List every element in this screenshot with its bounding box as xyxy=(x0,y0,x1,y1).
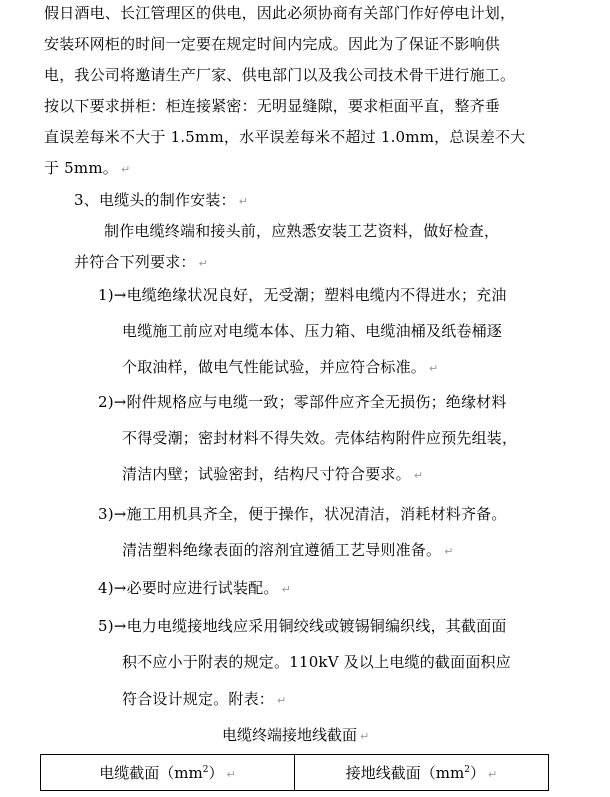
paragraph-line: 安装环网柜的时间一定要在规定时间内完成。因此为了保证不影响供 xyxy=(44,35,501,53)
section-heading: 3、电缆头的制作安装： ↵ xyxy=(74,191,249,209)
list-item-1-cont: 电缆施工前应对电缆本体、压力箱、电缆油桶及纸卷桶逐 xyxy=(122,322,503,340)
paragraph-mark: ↵ xyxy=(281,583,291,596)
paragraph-mark: ↵ xyxy=(198,257,209,270)
list-item-1: 1)→电缆绝缘状况良好，无受潮；塑料电缆内不得进水；充油 xyxy=(98,286,507,304)
list-item-5-cont: 符合设计规定。附表： ↵ xyxy=(122,690,287,708)
list-item-2: 2)→附件规格应与电缆一致；零部件应齐全无损伤；绝缘材料 xyxy=(98,393,507,411)
header-cable-section: 电缆截面$(mm^2)$ ↵ xyxy=(41,755,295,791)
list-item-3: 3)→施工用机具齐全，便于操作，状况清洁，消耗材料齐备。 xyxy=(98,505,507,523)
paragraph-line: 于 5mm。 ↵ xyxy=(44,159,131,177)
paragraph-line: 电，我公司将邀请生产厂家、供电部门以及我公司技术骨干进行施工。 xyxy=(44,66,516,84)
table-caption: 电缆终端接地线截面 ↵ xyxy=(222,726,370,744)
list-item-5: 5)→电力电缆接地线应采用铜绞线或镀锡铜编织线，其截面面 xyxy=(98,617,507,635)
paragraph-line: 并符合下列要求： ↵ xyxy=(74,253,209,271)
paragraph-mark: ↵ xyxy=(413,469,424,482)
table-header-row xyxy=(41,755,549,791)
paragraph-mark: ↵ xyxy=(429,362,439,375)
paragraph-mark: ↵ xyxy=(360,730,370,743)
list-item-5-cont: 积不应小于附表的规定。110kV 及以上电缆的截面面积应 xyxy=(122,653,511,671)
ground-wire-table xyxy=(40,754,549,791)
paragraph-line: 按以下要求拼柜：柜连接紧密：无明显缝隙，要求柜面平直，整齐垂 xyxy=(44,97,501,115)
list-item-2-cont: 清洁内壁；试验密封，结构尺寸符合要求。 ↵ xyxy=(122,465,424,483)
list-item-2-cont: 不得受潮；密封材料不得失效。壳体结构附件应预先组装， xyxy=(122,429,518,447)
list-item-1-cont: 个取油样，做电气性能试验，并应符合标准。 ↵ xyxy=(122,358,439,376)
list-item-3-cont: 清洁塑料绝缘表面的溶剂宜遵循工艺导则准备。 ↵ xyxy=(122,541,454,559)
paragraph-mark: ↵ xyxy=(120,163,131,176)
paragraph-line: 假日酒电、长江管理区的供电，因此必须协商有关部门作好停电计划， xyxy=(44,4,516,22)
paragraph-mark: ↵ xyxy=(277,694,287,707)
paragraph-mark: ↵ xyxy=(238,195,249,208)
header-ground-wire-section: 接地线截面$(mm^2)$ ↵ xyxy=(295,755,549,791)
cell-mark: ↵ xyxy=(226,768,236,781)
paragraph-line: 直误差每米不大于 1.5mm，水平误差每米不超过 1.0mm，总误差不大 xyxy=(44,128,526,146)
paragraph-mark: ↵ xyxy=(444,545,454,558)
list-item-4: 4)→必要时应进行试装配。 ↵ xyxy=(98,579,291,597)
cell-mark: ↵ xyxy=(487,768,498,781)
paragraph-line: 制作电缆终端和接头前，应熟悉安装工艺资料，做好检查， xyxy=(104,222,500,240)
